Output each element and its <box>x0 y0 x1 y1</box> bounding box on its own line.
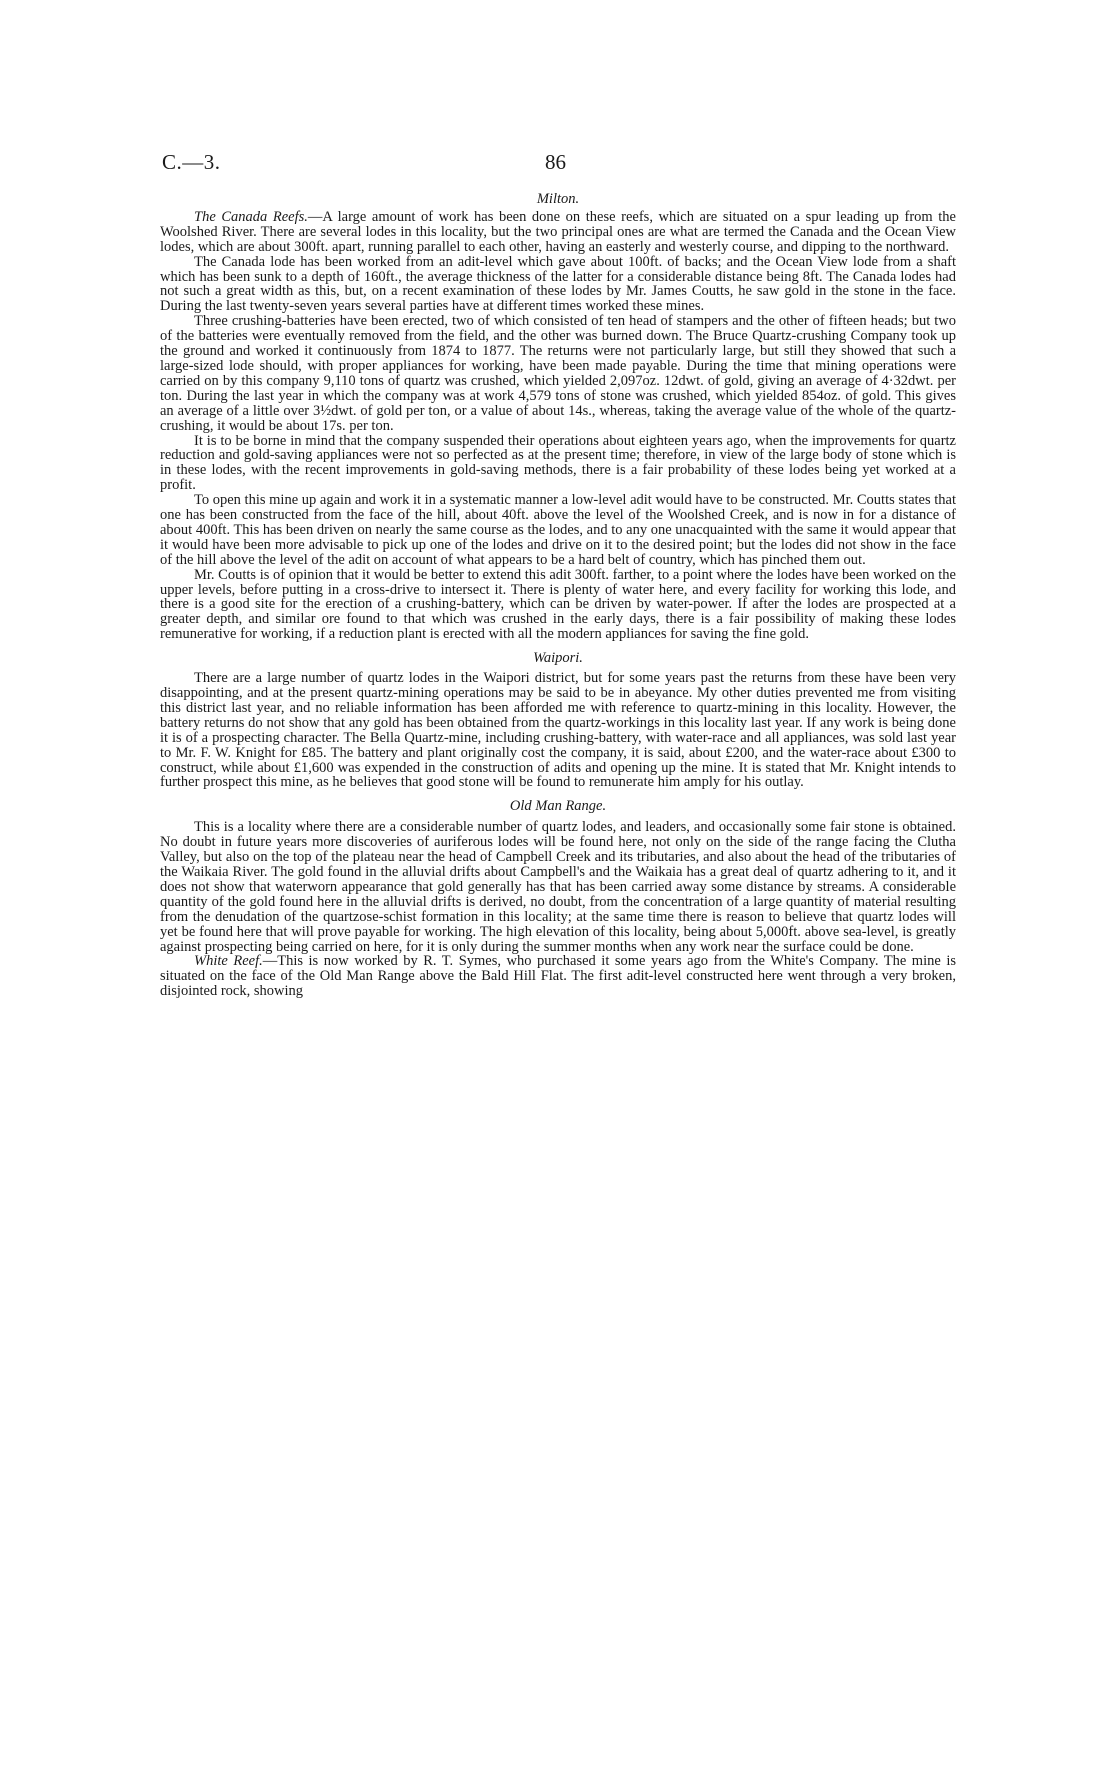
page-body <box>160 192 956 999</box>
section-heading-old-man-range: Old Man Range. <box>509 798 607 815</box>
paragraph: This is a locality where there are a considerable number of quartz lodes, and leaders, and occasionally some fair stone is obtained. No doubt in future years more discoveries of auriferous lodes will be found here, not only on the side of the range facing the Clutha Valley, but also on the top of the plateau near the head of Campbell Creek and its tributaries, and also about the head of the tributaries of the Waikaia River. The gold found in the alluvial drifts about Campbell's and the Waikaia has a great deal of quartz adhering to it, and it does not show that waterworn appearance that gold generally has that has been carried away some distance by streams. A considerable quantity of the gold found here in the alluvial drifts is derived, no doubt, from the concentration of a large quantity of material resulting from the denudation of the quartzose-schist formation in this locality; at the same time there is reason to believe that quartz lodes will yet be found here that will prove payable for working. The high elevation of this locality, being about 5,000ft. above sea-level, is greatly against prospecting being carried on here, for it is only during the summer months when any work near the surface could be done. <box>160 819 956 955</box>
paragraph: To open this mine up again and work it in a systematic manner a low-level adit would have to be constructed. Mr. Coutts states that one has been constructed from the face of the hill, about 40ft. above the level of the Woolshed Creek, and is now in for a distance of about 400ft. This has been driven on nearly the same course as the lodes, and to any one unacquainted with the same it would appear that it would have been more advisable to pick up one of the lodes and drive on it to the desired point; but the lodes did not show in the face of the hill above the level of the adit on account of what appears to be a hard belt of country, which has pinched them out. <box>160 492 956 568</box>
document-reference: C.—3. <box>162 150 221 174</box>
paragraph: Mr. Coutts is of opinion that it would be better to extend this adit 300ft. farther, to a point where the lodes have been worked on the upper levels, before putting in a cross-drive to intersect it. There is plenty of water here, and every facility for working this lode, and there is a good site for the erection of a crushing-battery, which can be driven by water-power. If after the lodes are prospected at a greater depth, and similar ore found to that which was crushed in the early days, there is a fair possibility of making these lodes remunerative for working, if a reduction plant is erected with all the modern appliances for saving the fine gold. <box>160 566 956 643</box>
section-heading-waipori: Waipori. <box>533 650 583 667</box>
paragraph: Three crushing-batteries have been erected, two of which consisted of ten head of stampers and the other of fifteen heads; but two of the batteries were eventually removed from the field, and the other was burned down. The Bruce Quartz-crushing Company took up the ground and worked it continuously from 1874 to 1877. The returns were not particularly large, but still they showed that such a large-sized lode should, with proper appliances for working, have been made payable. During the time that mining operations were carried on by this company 9,110 tons of quartz was crushed, which yielded 2,097oz. 12dwt. of gold, giving an average of 4·32dwt. per ton. During the last year in which the company was at work 4,579 tons of stone was crushed, which yielded 854oz. of gold. This gives an average of a little over 3½dwt. of gold per ton, or a value of about 14s., whereas, taking the average value of the whole of the quartz-crushing, it would be about 17s. per ton. <box>160 313 956 434</box>
section-heading-milton: Milton. <box>536 191 580 207</box>
paragraph <box>160 210 956 255</box>
paragraph: It is to be borne in mind that the company suspended their operations about eighteen years ago, when the improvements for quartz reduction and gold-saving appliances were not so perfected as at the present time; therefore, in view of the large body of stone which is in these lodes, with the recent improvements in gold-saving methods, there is a fair probability of these lodes being yet worked at a profit. <box>160 432 956 494</box>
paragraph: The Canada lode has been worked from an adit-level which gave about 100ft. of backs; and the Ocean View lode from a shaft which has been sunk to a depth of 160ft., the average thickness of the latter for a considerable distance being 8ft. The Canada lodes had not such a great width as this, but, on a recent examination of these lodes by Mr. James Coutts, he saw gold in the stone in the face. During the last twenty-seven years several parties have at different times worked these mines. <box>160 253 956 315</box>
paragraph-lead: The Canada Reefs. <box>194 208 308 225</box>
paragraph-text: —A large amount of work has been done on these reefs, which are situated on a spur leading up from the Woolshed River. There are several lodes in this locality, but the two principal ones are what are termed the Canada and the Ocean View lodes, which are about 300ft. apart, running parallel to each other, having an easterly and westerly course, and dipping to the northward. <box>160 208 956 255</box>
paragraph-text: —This is now worked by R. T. Symes, who purchased it some years ago from the White's Company. The mine is situated on the face of the Old Man Range above the Bald Hill Flat. The first adit-level constructed here went through a very broken, disjointed rock, showing <box>160 953 956 1000</box>
paragraph: There are a large number of quartz lodes in the Waipori district, but for some years past the returns from these have been very disappointing, and at the present quartz-mining operations may be said to be in abeyance. My other duties prevented me from visiting this district last year, and no reliable information has been afforded me with reference to quartz-mining in this locality. However, the battery returns do not show that any gold has been obtained from the quartz-workings in this locality last year. If any work is being done it is of a prospecting character. The Bella Quartz-mine, including crushing-battery, with water-race and all appliances, was sold last year to Mr. F. W. Knight for £85. The battery and plant originally cost the company, it is said, about £200, and the water-race about £300 to construct, while about £1,600 was expended in the construction of adits and opening up the mine. It is stated that Mr. Knight intends to further prospect this mine, as he believes that good stone will be found to remunerate him amply for his outlay. <box>160 670 956 791</box>
paragraph-lead: White Reef. <box>194 953 263 970</box>
paragraph <box>160 954 956 999</box>
page-number: 86 <box>545 150 566 174</box>
